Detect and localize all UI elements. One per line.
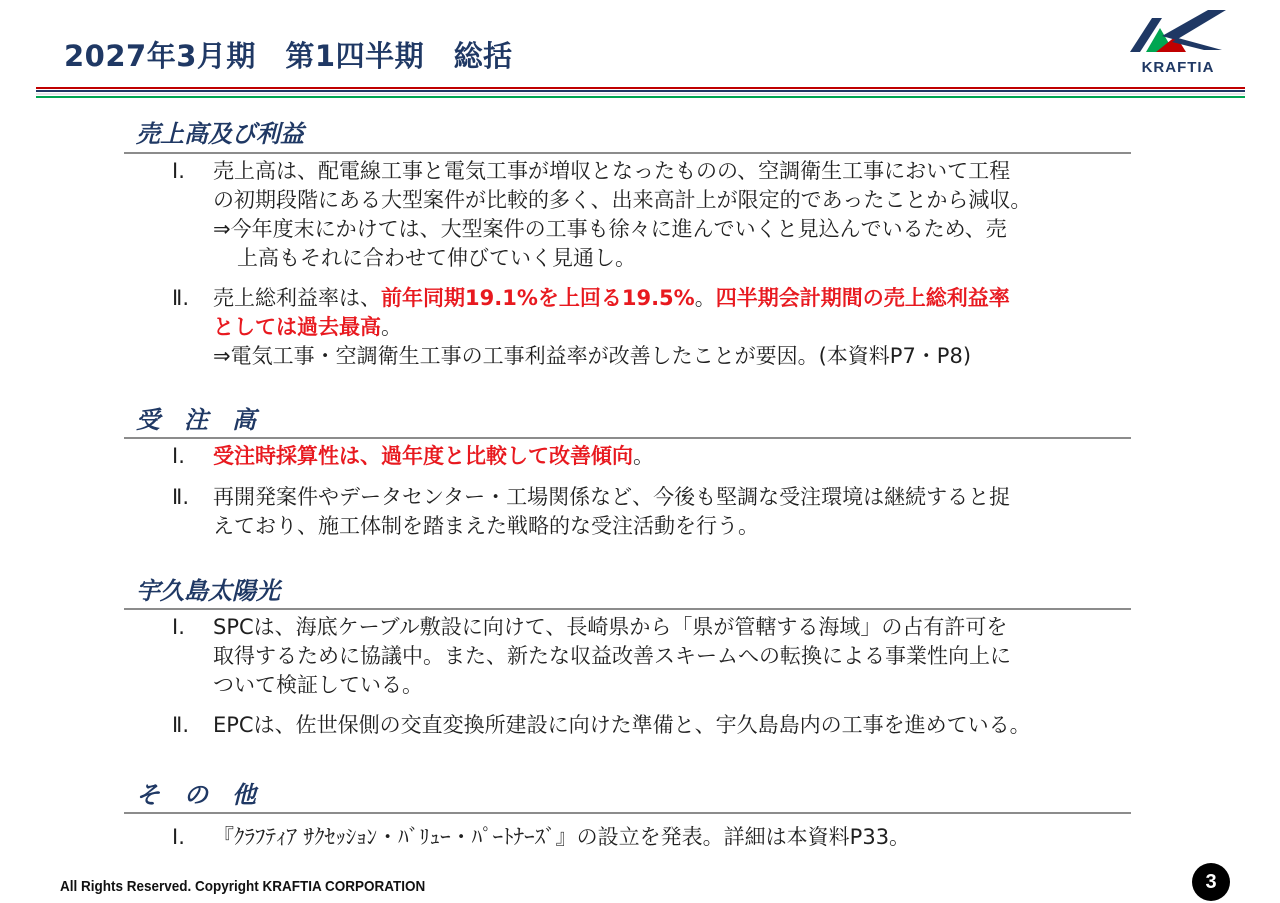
kraftia-logo-mark-icon [1126,6,1230,62]
highlight-text: 受注時採算性は、過年度と比較して改善傾向 [213,444,633,468]
list-item [172,483,1132,543]
item-text: 受注時採算性は、過年度と比較して改善傾向。 [213,444,654,468]
item-note: ⇒今年度末にかけては、大型案件の工事も徐々に進んでいくと見込んでいるため、売 [213,217,1007,241]
section-heading-sales-profit: 売上高及び利益 [136,120,304,148]
copyright-footer: All Rights Reserved. Copyright KRAFTIA CORPORATION [60,878,426,895]
item-number: Ⅰ. [172,444,185,468]
section-divider [124,608,1131,610]
list-item [172,613,1132,701]
list-item [172,284,1132,372]
header-stripe-light [36,93,1245,95]
item-text: えており、施工体制を踏まえた戦略的な受注活動を行う。 [213,514,759,538]
list-item [172,442,1132,472]
list-item [172,711,1132,741]
company-logo [1126,6,1230,78]
item-text: 売上総利益率は、前年同期19.1%を上回る19.5%。四半期会計期間の売上総利益率 [213,286,1010,310]
item-text: 『ｸﾗﾌﾃｨｱ ｻｸｾｯｼｮﾝ・ﾊﾞﾘｭｰ・ﾊﾟｰﾄﾅｰｽﾞ』の設立を発表。詳細は本資料P33。 [213,825,911,849]
item-text: EPCは、佐世保側の交直変換所建設に向けた準備と、宇久島島内の工事を進めている。 [213,713,1031,737]
logo-text: KRAFTIA [1141,59,1215,76]
item-text: SPCは、海底ケーブル敷設に向けて、長崎県から「県が管轄する海域」の占有許可を [213,615,1008,639]
highlight-text: 四半期会計期間の売上総利益率 [715,286,1010,310]
item-number: Ⅱ. [172,713,190,737]
item-number: Ⅰ. [172,825,185,849]
section-heading-ukujima-solar: 宇久島太陽光 [136,577,280,605]
item-text: 取得するために協議中。また、新たな収益改善スキームへの転換による事業性向上に [213,644,1011,668]
page-number-badge: 3 [1192,863,1230,901]
item-text: の初期段階にある大型案件が比較的多く、出来高計上が限定的であったことから減収。 [213,188,1032,212]
list-item [172,157,1132,273]
section-divider [124,812,1131,814]
section-divider [124,152,1131,154]
section-divider [124,437,1131,439]
item-text: としては過去最高。 [213,315,402,339]
list-item [172,823,1132,853]
highlight-text: としては過去最高 [213,315,381,339]
section-heading-orders: 受 注 高 [136,406,256,434]
header-stripe-navy [36,90,1245,92]
item-number: Ⅱ. [172,286,190,310]
item-text: 再開発案件やデータセンター・工場関係など、今後も堅調な受注環境は継続すると捉 [213,485,1011,509]
page-title: 2027年3月期 第1四半期 総括 [64,39,513,73]
highlight-text: 前年同期19.1%を上回る19.5% [381,286,695,310]
item-text: 売上高は、配電線工事と電気工事が増収となったものの、空調衛生工事において工程 [213,159,1011,183]
item-note: ⇒電気工事・空調衛生工事の工事利益率が改善したことが要因。(本資料P7・P8) [213,344,972,368]
section-heading-other: そ の 他 [136,781,256,809]
item-note: 上高もそれに合わせて伸びていく見通し。 [237,246,636,270]
item-number: Ⅰ. [172,159,185,183]
header-stripe-red [36,87,1245,89]
header-stripe-green [36,96,1245,98]
item-text: ついて検証している。 [213,673,423,697]
item-number: Ⅰ. [172,615,185,639]
item-number: Ⅱ. [172,485,190,509]
